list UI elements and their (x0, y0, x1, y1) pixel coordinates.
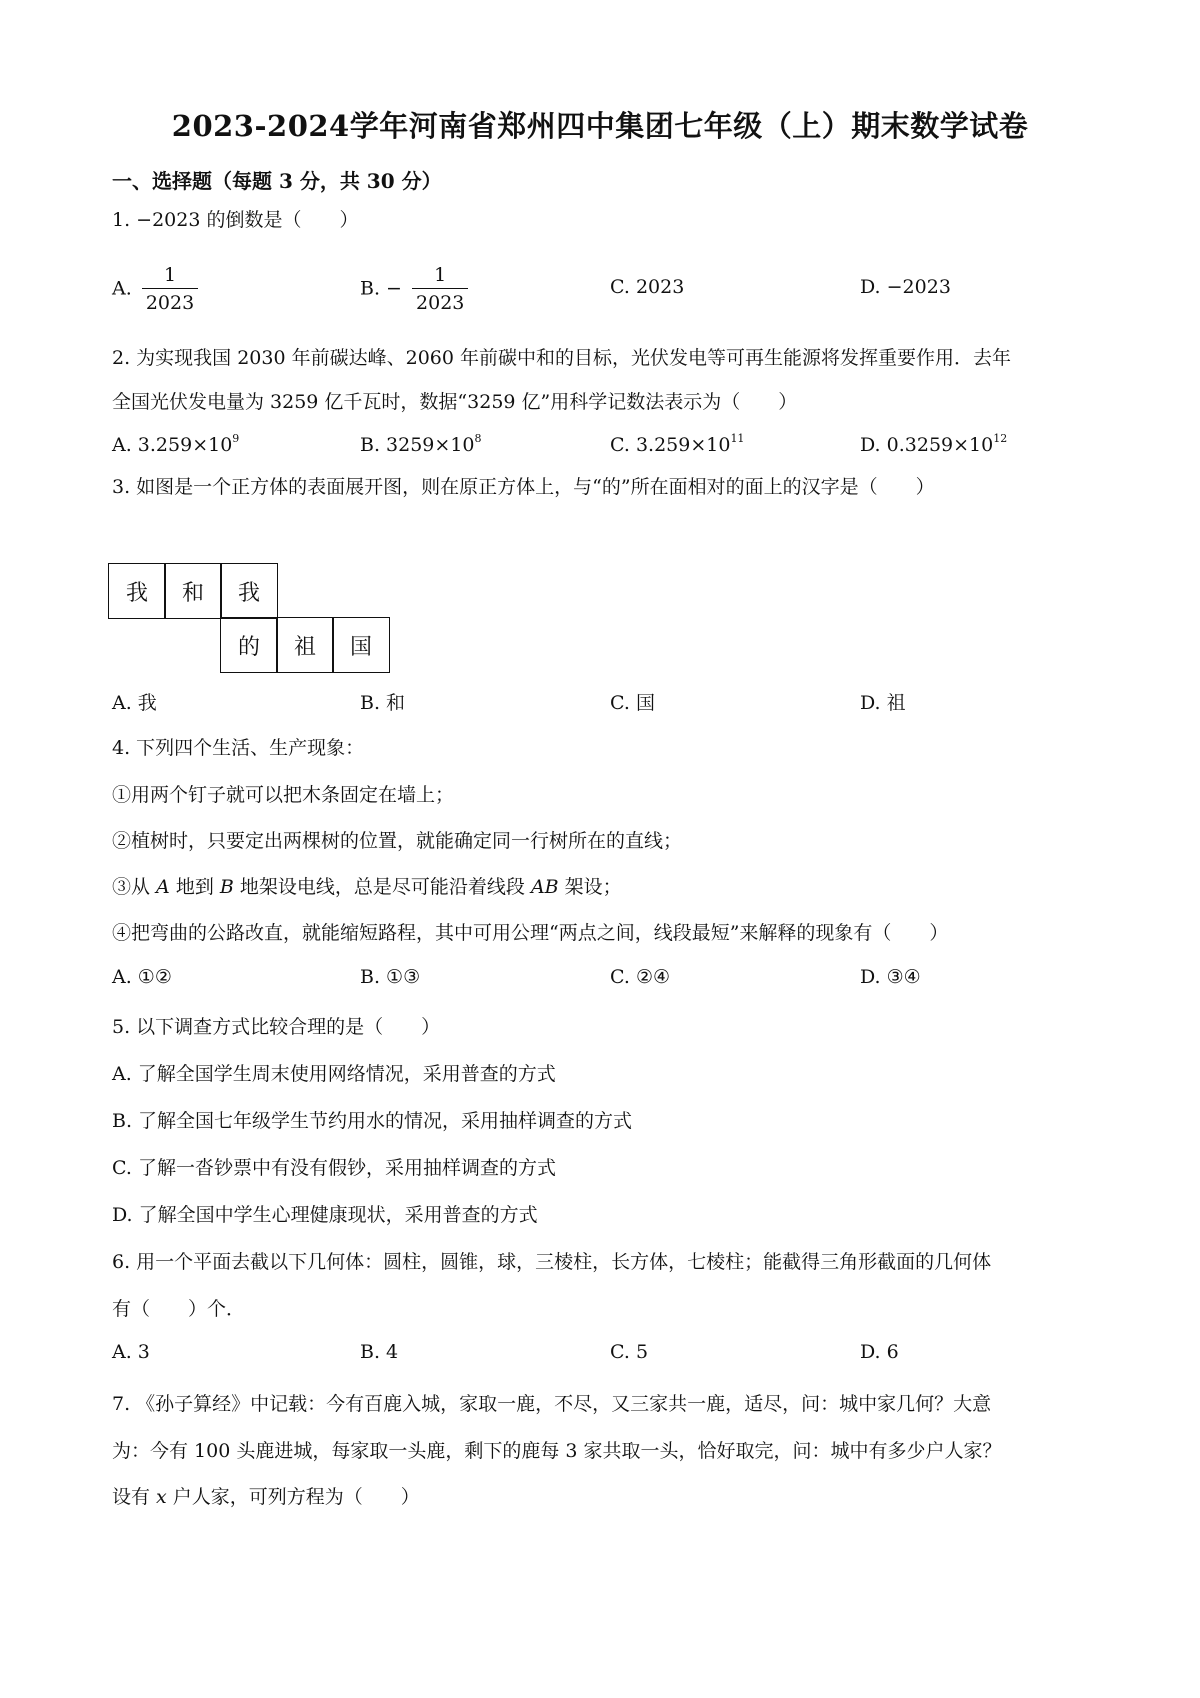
option-d: D. 了解全国中学生心理健康现状，采用普查的方式 (112, 1204, 538, 1226)
option-a (112, 432, 239, 456)
question-4-options (112, 966, 1112, 996)
net-cell: 国 (332, 617, 390, 673)
statement-3-part: 地架设电线，总是尽可能沿着线段 (233, 876, 531, 898)
option-d: D. ③④ (860, 966, 921, 988)
statement-3-part: 地到 (169, 876, 220, 898)
point-b-label: B (219, 876, 234, 898)
option-c: C. 国 (610, 692, 655, 714)
option-d: D. −2023 (860, 276, 951, 298)
question-1-options (112, 262, 1112, 322)
question-7-part: 设有 (112, 1486, 157, 1508)
section-heading: 一、选择题（每题 3 分，共 30 分） (112, 169, 442, 193)
option-c: C. 5 (610, 1341, 649, 1363)
question-6-options (112, 1341, 1112, 1371)
option-b: B. 和 (360, 692, 406, 714)
question-7-line-2: 为：今有 100 头鹿进城，每家取一头鹿，剩下的鹿每 3 家共取一头，恰好取完，问：城中有多少户人家？ (112, 1440, 1002, 1462)
fraction-denominator: 2023 (412, 288, 468, 317)
option-b (360, 432, 482, 456)
statement-1: ①用两个钉子就可以把木条固定在墙上； (112, 784, 455, 806)
question-2-options (112, 432, 1112, 462)
option-b-label: B. − (360, 277, 402, 300)
statement-3-part: ③从 (112, 876, 157, 898)
option-d (860, 432, 1007, 456)
option-a-label: A. (112, 277, 132, 300)
net-cell: 我 (220, 563, 278, 619)
option-b: B. 了解全国七年级学生节约用水的情况，采用抽样调查的方式 (112, 1110, 633, 1132)
option-b: B. 4 (360, 1341, 399, 1363)
question-7-line-3 (112, 1482, 420, 1509)
option-c: C. ②④ (610, 966, 671, 988)
option-d-text: D. 0.3259×10 (860, 434, 994, 456)
option-c: C. 2023 (610, 276, 685, 298)
exponent: 9 (232, 432, 240, 445)
option-b (360, 262, 472, 317)
question-5-text: 5. 以下调查方式比较合理的是（ ） (112, 1016, 441, 1038)
option-b: B. ①③ (360, 966, 421, 988)
question-4-text: 4. 下列四个生活、生产现象： (112, 737, 365, 759)
option-a: A. 了解全国学生周末使用网络情况，采用普查的方式 (112, 1063, 556, 1085)
option-d: D. 祖 (860, 692, 906, 714)
fraction-numerator: 1 (434, 264, 447, 286)
fraction (412, 262, 468, 317)
variable-x: x (156, 1486, 167, 1508)
exponent: 11 (730, 432, 745, 445)
net-cell: 祖 (276, 617, 334, 673)
question-2-line-2: 全国光伏发电量为 3259 亿千瓦时，数据“3259 亿”用科学记数法表示为（ ） (112, 391, 798, 413)
question-2-line-1: 2. 为实现我国 2030 年前碳达峰、2060 年前碳中和的目标，光伏发电等可再生能源将发挥重要作用．去年 (112, 347, 1011, 369)
statement-2: ②植树时，只要定出两棵树的位置，就能确定同一行树所在的直线； (112, 830, 683, 852)
question-7-part: 户人家，可列方程为（ ） (166, 1486, 420, 1508)
net-cell: 我 (108, 563, 166, 619)
option-a-text: A. 3.259×10 (112, 434, 233, 456)
option-c: C. 了解一沓钞票中有没有假钞，采用抽样调查的方式 (112, 1157, 556, 1179)
statement-3-part: 架设； (558, 876, 622, 898)
fraction (142, 262, 198, 317)
question-7-line-1: 7. 《孙子算经》中记载：今有百鹿入城，家取一鹿，不尽，又三家共一鹿，适尽，问：城中家几何？大意 (112, 1393, 992, 1415)
option-a: A. ①② (112, 966, 172, 988)
exponent: 12 (993, 432, 1008, 445)
statement-4: ④把弯曲的公路改直，就能缩短路程，其中可用公理“两点之间，线段最短”来解释的现象有（ ） (112, 922, 949, 944)
option-b-text: B. 3259×10 (360, 434, 475, 456)
exam-title: 2023-2024学年河南省郑州四中集团七年级（上）期末数学试卷 (171, 109, 1029, 143)
statement-3 (112, 872, 622, 899)
net-cell: 和 (164, 563, 222, 619)
fraction-numerator: 1 (163, 264, 177, 286)
exponent: 8 (474, 432, 482, 445)
option-a: A. 3 (112, 1341, 150, 1363)
question-6-line-2: 有（ ）个． (112, 1298, 246, 1320)
net-cell: 的 (220, 617, 278, 673)
option-c-text: C. 3.259×10 (610, 434, 731, 456)
cube-net-diagram (108, 563, 408, 683)
option-a (112, 262, 202, 317)
option-c (610, 432, 744, 456)
fraction-denominator: 2023 (142, 288, 198, 317)
segment-ab-label: AB (530, 876, 559, 898)
option-a: A. 我 (112, 692, 157, 714)
question-6-line-1: 6. 用一个平面去截以下几何体：圆柱，圆锥，球，三棱柱，长方体，七棱柱；能截得三角形截面的几何体 (112, 1251, 992, 1273)
question-1-text: 1. −2023 的倒数是（ ） (112, 209, 359, 231)
point-a-label: A (156, 876, 170, 898)
option-d: D. 6 (860, 1341, 899, 1363)
question-3-options (112, 688, 1112, 718)
question-3-text: 3. 如图是一个正方体的表面展开图，则在原正方体上，与“的”所在面相对的面上的汉字是（ ） (112, 476, 935, 498)
